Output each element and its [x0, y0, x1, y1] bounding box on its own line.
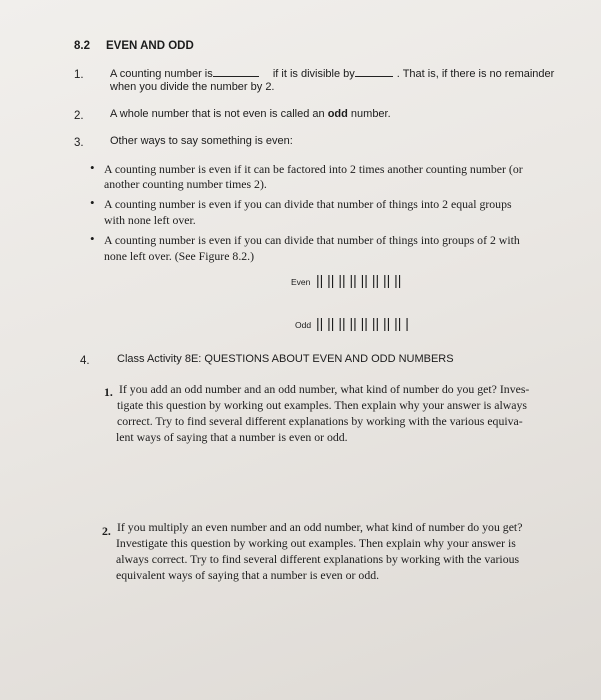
odd-tally-marks: || || || || || || || || | [316, 315, 409, 331]
bullet-1-line-2: another counting number times 2). [104, 177, 267, 191]
fill-blank-1 [213, 67, 259, 77]
question-2-line-4: equivalent ways of saying that a number is even or odd. [116, 568, 380, 582]
item-2-text-a: A whole number that is not even is called an [110, 108, 328, 120]
question-1-number: 1. [104, 385, 113, 399]
bullet-dot: • [90, 160, 95, 175]
bullet-1-line-1: A counting number is even if it can be factored into 2 times another counting number (or [104, 162, 523, 176]
item-4-number: 4. [80, 355, 90, 367]
item-3-text: Other ways to say something is even: [110, 135, 293, 147]
bullet-2-line-2: with none left over. [104, 213, 196, 227]
class-activity-heading: Class Activity 8E: QUESTIONS ABOUT EVEN AND ODD NUMBERS [117, 353, 454, 365]
question-1-line-2: tigate this question by working out examples. Then explain why your answer is always [117, 398, 527, 412]
question-1-line-4: lent ways of saying that a number is even or odd. [116, 430, 348, 444]
question-1-line-1: If you add an odd number and an odd number, what kind of number do you get? Inves- [119, 382, 530, 396]
even-tally-marks: || || || || || || || || [316, 272, 402, 288]
item-1-text-c: . That is, if there is no remainder [396, 68, 555, 80]
item-2-number: 2. [74, 110, 84, 122]
item-2-text-b: number. [347, 108, 391, 120]
bullet-2-line-1: A counting number is even if you can divide that number of things into 2 equal groups [104, 197, 512, 211]
even-label: Even [291, 277, 311, 287]
bullet-dot: • [90, 231, 95, 246]
question-2-line-1: If you multiply an even number and an odd number, what kind of number do you get? [117, 520, 523, 534]
question-2-line-2: Investigate this question by working out examples. Then explain why your answer is [116, 536, 516, 550]
question-2-line-3: always correct. Try to find several different explanations by working with the various [116, 552, 520, 566]
question-1-line-3: correct. Try to find several different explanations by working with the various equiva- [117, 414, 523, 428]
item-2-bold-word: odd [327, 108, 348, 120]
fill-blank-2 [355, 67, 393, 77]
section-number: 8.2 [74, 40, 90, 52]
question-2-number: 2. [102, 524, 111, 538]
item-1-line-2: when you divide the number by 2. [110, 81, 275, 93]
item-1-number: 1. [74, 69, 84, 81]
item-1-text-b: if it is divisible by [272, 68, 355, 80]
section-title: EVEN AND ODD [106, 40, 194, 52]
item-1-line-1 [110, 67, 554, 80]
odd-label: Odd [295, 320, 312, 330]
item-2-text [110, 108, 391, 120]
bullet-dot: • [90, 195, 95, 210]
item-1-text-a: A counting number is [110, 68, 213, 80]
bullet-3-line-2: none left over. (See Figure 8.2.) [104, 249, 255, 263]
bullet-3-line-1: A counting number is even if you can divide that number of things into groups of 2 with [104, 233, 520, 247]
item-3-number: 3. [74, 137, 84, 149]
